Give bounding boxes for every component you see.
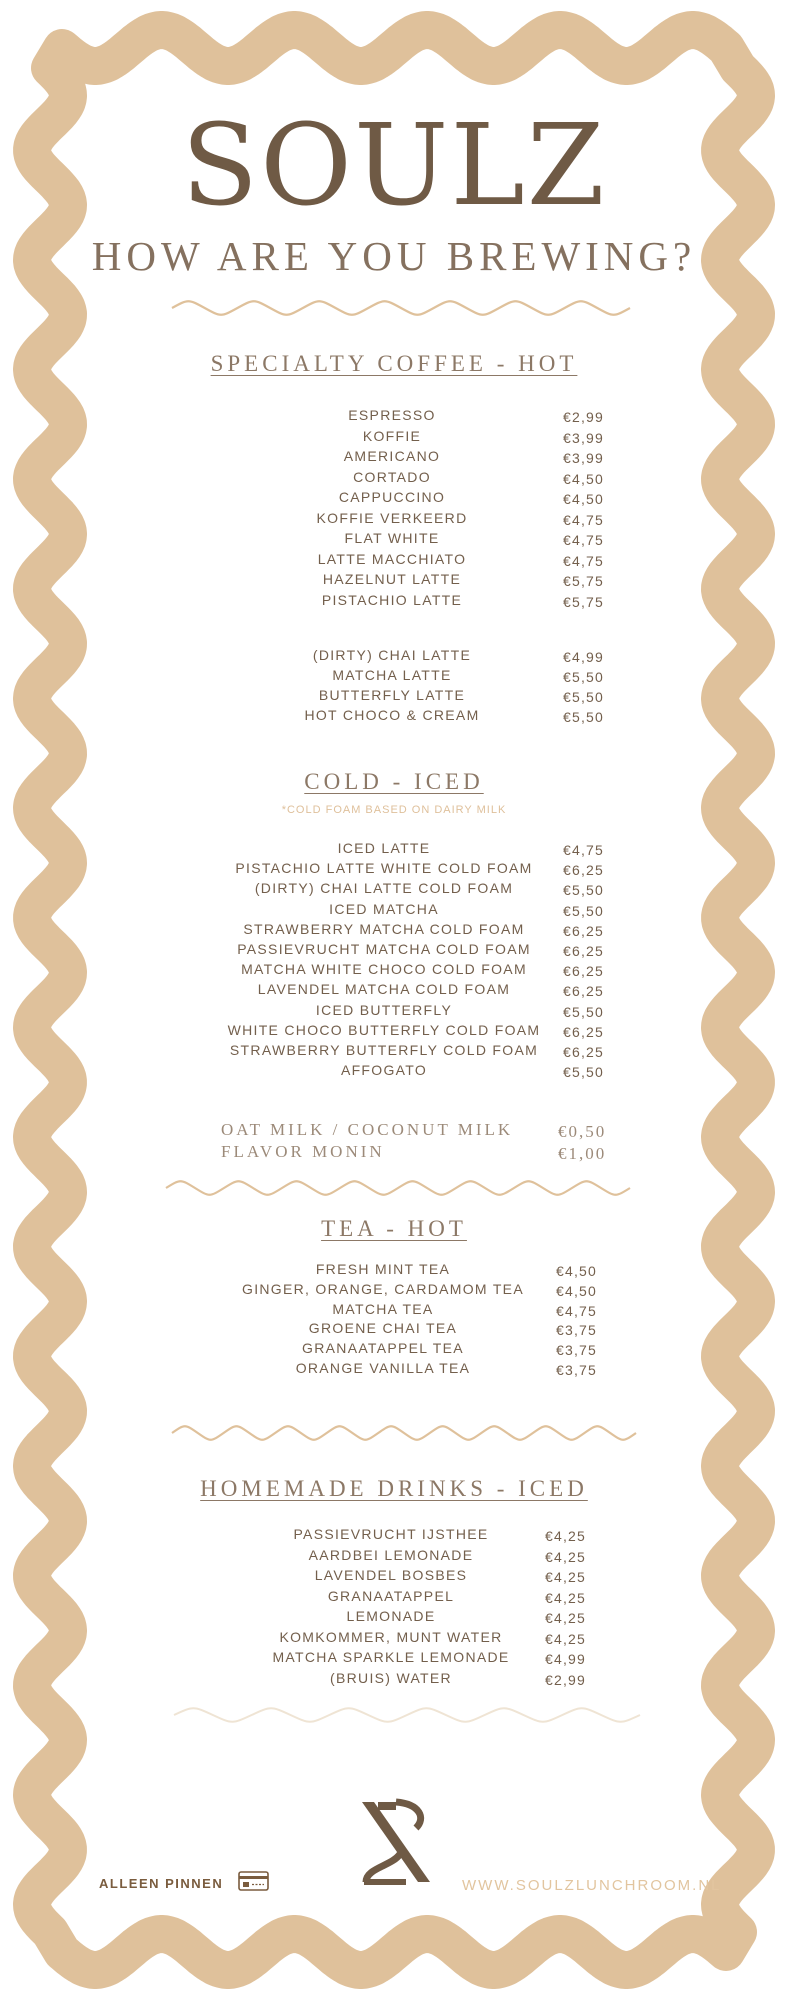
menu-item-price: €6,25 [563, 1023, 605, 1040]
menu-item-price: €3,99 [563, 450, 605, 466]
menu-item-name: STRAWBERRY BUTTERFLY COLD FOAM [229, 1042, 539, 1058]
menu-item-price: €4,75 [563, 511, 605, 528]
menu-item-price: €4,75 [563, 532, 605, 548]
menu-item-name: FLAT WHITE [344, 530, 440, 546]
menu-item-price: €6,25 [563, 963, 605, 980]
menu-item-name: (DIRTY) CHAI LATTE [312, 647, 472, 663]
menu-item-price: €6,25 [563, 862, 605, 879]
menu-item-price: €5,50 [563, 882, 605, 899]
menu-item-name: PISTACHIO LATTE WHITE COLD FOAM [235, 860, 533, 877]
menu-item-price: €3,99 [563, 429, 605, 446]
section-title-homemade: HOMEMADE DRINKS - ICED [200, 1476, 588, 1501]
credit-card-icon [238, 1871, 269, 1891]
wave-divider-4 [174, 1708, 640, 1722]
menu-item-name: HOT CHOCO & CREAM [304, 707, 480, 723]
menu-item-price: €4,25 [545, 1589, 587, 1606]
menu-item-price: €3,75 [556, 1322, 598, 1339]
menu-item-price: €4,50 [563, 470, 605, 487]
wave-divider-3 [172, 1426, 636, 1440]
menu-item-price: €6,25 [563, 922, 605, 939]
cold-foam-note: *COLD FOAM BASED ON DAIRY MILK [281, 804, 507, 816]
menu-item-name: AARDBEI LEMONADE [308, 1546, 474, 1563]
section-title-cold: COLD - ICED [304, 769, 484, 794]
soulz-monogram-logo [356, 1796, 436, 1892]
brand-title: SOULZ [181, 101, 607, 231]
menu-item-price: €4,25 [545, 1610, 587, 1626]
menu-item-price: €5,50 [563, 902, 605, 919]
menu-item-price: €3,75 [556, 1362, 598, 1378]
menu-item-name: GRANAATAPPEL TEA [302, 1340, 464, 1357]
menu-item-name: LATTE MACCHIATO [317, 550, 467, 567]
menu-item-name: (DIRTY) CHAI LATTE COLD FOAM [254, 880, 514, 897]
menu-item-price: €6,25 [563, 1044, 605, 1060]
menu-item-price: €6,25 [563, 943, 605, 959]
menu-item-price: €4,25 [545, 1548, 587, 1565]
menu-item-name: CAPPUCCINO [338, 489, 446, 505]
menu-item-price: €5,75 [563, 573, 605, 589]
menu-item-name: KOFFIE VERKEERD [316, 509, 468, 526]
menu-item-price: €5,50 [563, 669, 605, 685]
menu-item-name: STRAWBERRY MATCHA COLD FOAM [243, 920, 525, 937]
menu-item-price: €4,25 [545, 1528, 587, 1544]
menu-item-price: €4,25 [545, 1569, 587, 1585]
menu-item-price: €4,99 [545, 1651, 587, 1667]
menu-item-price: €5,50 [563, 1064, 605, 1081]
menu-item-price: €2,99 [545, 1671, 587, 1688]
wave-divider-1 [172, 301, 630, 315]
menu-item-price: €1,00 [558, 1143, 607, 1163]
payment-note: ALLEEN PINNEN [99, 1876, 224, 1891]
menu-item-price: €4,50 [556, 1282, 598, 1299]
menu-item-name: ICED MATCHA [329, 900, 439, 917]
menu-item-name: ICED LATTE [337, 840, 431, 856]
section-title-tea: TEA - HOT [321, 1216, 467, 1241]
menu-item-price: €5,50 [563, 1003, 605, 1020]
menu-item-name: LAVENDEL MATCHA COLD FOAM [257, 981, 511, 998]
wave-divider-2 [166, 1181, 630, 1195]
menu-item-name: BUTTERFLY LATTE [318, 687, 466, 703]
website-url: WWW.SOULZLUNCHROOM.NL [462, 1877, 722, 1894]
section-title-hot-coffee: SPECIALTY COFFEE - HOT [210, 351, 578, 376]
menu-item-price: €5,50 [563, 689, 605, 705]
menu-item-name: ORANGE VANILLA TEA [295, 1360, 471, 1376]
menu-item-price: €5,75 [563, 593, 605, 610]
menu-item-name: ICED BUTTERFLY [315, 1001, 453, 1018]
menu-item-name: GINGER, ORANGE, CARDAMOM TEA [242, 1280, 524, 1297]
menu-item-name: MATCHA WHITE CHOCO COLD FOAM [241, 961, 527, 978]
menu-item-name: PASSIEVRUCHT IJSTHEE [293, 1526, 489, 1542]
tagline: HOW ARE YOU BREWING? [91, 233, 697, 279]
menu-item-name: MATCHA TEA [332, 1300, 434, 1317]
menu-item-price: €3,75 [556, 1342, 598, 1359]
menu-item-name: AFFOGATO [340, 1062, 428, 1079]
menu-item-name: FLAVOR MONIN [221, 1141, 385, 1161]
menu-item-name: GRANAATAPPEL [327, 1587, 455, 1604]
menu-item-name: FRESH MINT TEA [315, 1261, 451, 1277]
menu-item-name: (BRUIS) WATER [330, 1669, 452, 1686]
menu-item-name: PASSIEVRUCHT MATCHA COLD FOAM [237, 941, 531, 957]
menu-item-name: CORTADO [353, 468, 431, 485]
menu-item-price: €4,50 [563, 491, 605, 507]
menu-item-price: €4,75 [556, 1302, 598, 1319]
menu-item-name: LAVENDEL BOSBES [314, 1567, 468, 1583]
menu-item-price: €0,50 [558, 1122, 607, 1141]
menu-item-price: €5,50 [563, 709, 605, 725]
menu-item-price: €6,25 [563, 983, 605, 1000]
menu-item-price: €4,50 [556, 1263, 598, 1279]
menu-item-name: KOFFIE [362, 427, 422, 444]
menu-item-price: €4,75 [563, 842, 605, 858]
menu-item-name: WHITE CHOCO BUTTERFLY COLD FOAM [227, 1021, 541, 1038]
menu-item-name: MATCHA SPARKLE LEMONADE [272, 1649, 510, 1665]
menu-item-name: PISTACHIO LATTE [321, 591, 463, 608]
menu-item-price: €2,99 [563, 409, 605, 425]
menu-item-name: HAZELNUT LATTE [322, 571, 462, 587]
menu-item-name: ESPRESSO [348, 407, 436, 423]
menu-item-name: MATCHA LATTE [332, 667, 452, 683]
menu-item-name: GROENE CHAI TEA [308, 1320, 458, 1337]
menu-item-price: €4,99 [563, 649, 605, 665]
menu-item-name: KOMKOMMER, MUNT WATER [279, 1628, 503, 1645]
menu-item-price: €4,25 [545, 1630, 587, 1647]
menu-item-name: OAT MILK / COCONUT MILK [221, 1120, 514, 1139]
menu-item-name: AMERICANO [343, 448, 441, 464]
menu-item-price: €4,75 [563, 552, 605, 569]
menu-item-name: LEMONADE [346, 1608, 436, 1624]
